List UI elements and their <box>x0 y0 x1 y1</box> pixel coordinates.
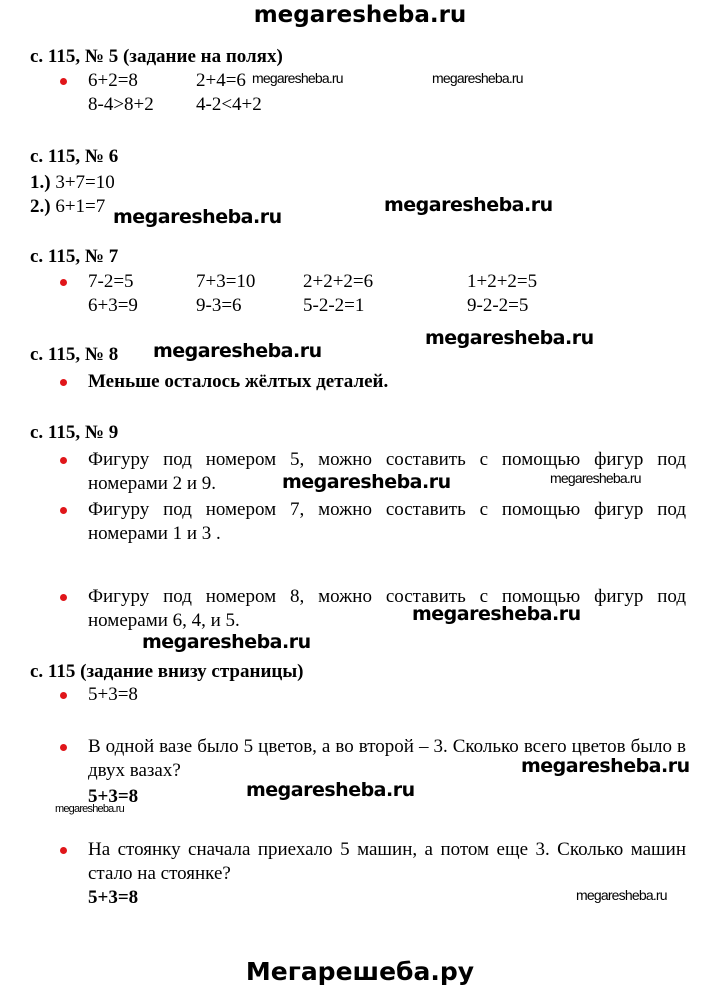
watermark: megaresheba.ru <box>576 887 667 903</box>
equation: 9-2-2=5 <box>467 295 529 316</box>
bullet-icon <box>60 78 67 85</box>
section-title: с. 115 (задание внизу страницы) <box>30 661 304 682</box>
bullet-icon <box>60 457 67 464</box>
equation: 8-4>8+2 <box>88 94 154 115</box>
watermark: megaresheba.ru <box>282 471 451 493</box>
answer-paragraph: Фигуру под номером 5, можно составить с помощью фигур под номерами 2 и 9. <box>88 449 686 494</box>
problem-text: На стоянку сначала приехало 5 машин, а потом еще 3. Сколько машин стало на стоянке? <box>88 839 686 884</box>
answer-equation: 5+3=8 <box>88 887 139 908</box>
watermark: megaresheba.ru <box>113 206 282 228</box>
watermark: megaresheba.ru <box>252 70 343 86</box>
bullet-icon <box>60 379 67 386</box>
bullet-icon <box>60 692 67 699</box>
site-footer: Мегарешеба.ру <box>245 957 475 986</box>
equation: 5-2-2=1 <box>303 295 365 316</box>
watermark: megaresheba.ru <box>142 631 311 653</box>
section-title: с. 115, № 5 (задание на полях) <box>30 46 283 67</box>
equation: 6+2=8 <box>88 70 138 91</box>
equation: 6+1=7 <box>55 196 106 217</box>
equation: 6+3=9 <box>88 295 138 316</box>
watermark: megaresheba.ru <box>246 779 415 801</box>
watermark: megaresheba.ru <box>432 70 523 86</box>
bullet-icon <box>60 744 67 751</box>
watermark: megaresheba.ru <box>153 340 322 362</box>
bullet-icon <box>60 594 67 601</box>
equation: 2+4=6 <box>196 70 246 91</box>
watermark: megaresheba.ru <box>550 470 641 486</box>
watermark: megaresheba.ru <box>425 327 594 349</box>
equation: 4-2<4+2 <box>196 94 262 115</box>
bullet-icon <box>60 279 67 286</box>
bullet-icon <box>60 507 67 514</box>
watermark: megaresheba.ru <box>55 803 124 815</box>
problem-text: В одной вазе было 5 цветов, а во второй – 3. Сколько всего цветов было в двух вазах? <box>88 736 686 781</box>
section-title: с. 115, № 6 <box>30 146 119 167</box>
answer-line <box>30 195 105 219</box>
equation: 2+2+2=6 <box>303 271 374 292</box>
answer-line <box>30 171 115 195</box>
equation: 5+3=8 <box>88 684 138 705</box>
answer-text: Меньше осталось жёлтых деталей. <box>88 371 389 392</box>
equation: 7+3=10 <box>196 271 256 292</box>
watermark: megaresheba.ru <box>384 194 553 216</box>
equation: 1+2+2=5 <box>467 271 538 292</box>
watermark: megaresheba.ru <box>521 755 690 777</box>
answer-paragraph: Фигуру под номером 7, можно составить с помощью фигур под номерами 1 и 3 . <box>88 499 686 544</box>
answer-equation: 5+3=8 <box>88 786 139 807</box>
section-title: с. 115, № 9 <box>30 422 119 443</box>
item-number: 2.) <box>30 196 51 217</box>
equation: 9-3=6 <box>196 295 242 316</box>
bullet-icon <box>60 847 67 854</box>
equation: 3+7=10 <box>55 172 115 193</box>
section-title: с. 115, № 7 <box>30 246 119 267</box>
item-number: 1.) <box>30 172 51 193</box>
section-title: с. 115, № 8 <box>30 344 119 365</box>
equation: 7-2=5 <box>88 271 134 292</box>
watermark: megaresheba.ru <box>412 603 581 625</box>
answer-paragraph: Фигуру под номером 8, можно составить с помощью фигур под номерами 6, 4, и 5. <box>88 586 686 631</box>
site-header: megaresheba.ru <box>253 2 467 28</box>
